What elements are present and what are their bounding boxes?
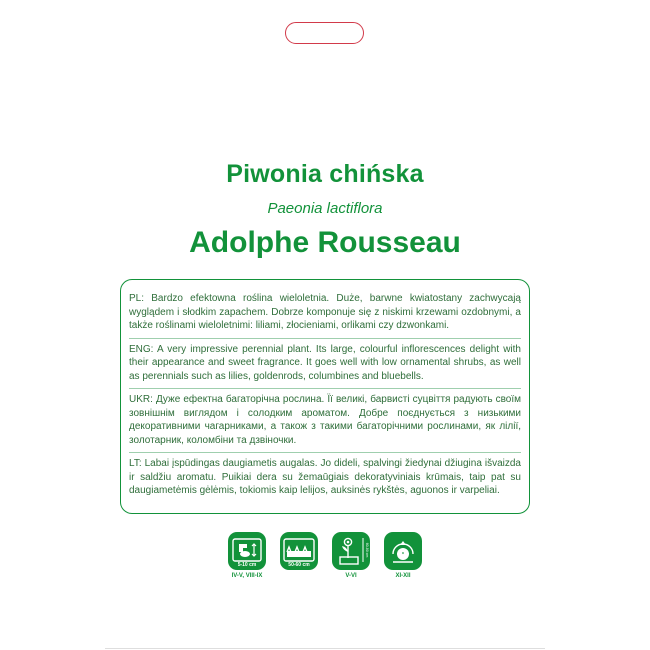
description-uk: UKR: Дуже ефектна багаторічна рослина. Її великі, барвисті суцвіття радують своїм зовнішнім виглядом і солодким ароматом. Добре поєднується з низькими декоративними чагарниками, а також з такими багаторічними рослинами, як лілії, золотарник, коломбіни та дзвіночки. [129, 394, 521, 446]
common-name: Piwonia chińska [226, 160, 424, 188]
svg-text:*: * [402, 552, 404, 558]
description-divider [129, 338, 521, 339]
icon-item [383, 532, 423, 579]
cultivation-icons [0, 532, 650, 579]
description-box [120, 279, 530, 514]
planting-depth-icon [228, 532, 266, 570]
icon-caption: IV-V, VIII-IX [231, 573, 263, 579]
cultivar-name: Adolphe Rousseau [189, 226, 461, 259]
description-divider [129, 388, 521, 389]
bottom-edge-line [105, 648, 545, 649]
latin-name: Paeonia lactiflora [267, 200, 383, 217]
tile-text: 50-60 cm [288, 562, 310, 568]
icon-item [279, 532, 319, 579]
flowering-time-icon [332, 532, 370, 570]
tile-text: 60-80 cm [365, 542, 369, 558]
description-divider [129, 452, 521, 453]
icon-item [227, 532, 267, 579]
description-pl: PL: Bardzo efektowna roślina wieloletnia. Duże, barwne kwiatostany zachwycają wyglądem i słodkim zapachem. Dobrze komponuje się z niskimi krzewami ozdobnymi, a także roślinami wieloletnimi: liliami, złocieniami, orlikami czy dzwonkami. [129, 293, 521, 331]
icon-item [331, 532, 371, 579]
icon-caption: XI-XII [395, 573, 411, 579]
tile-text: 5-10 cm [237, 562, 257, 568]
description-lt: LT: Labai įspūdingas daugiametis augalas. Jo dideli, spalvingi žiedynai džiugina išvaizda ir saldžiu aromatu. Puikiai dera su žemaūgiais dekoratyviniais krūmais, taip pat su daugiametėmis gėlėmis, tokiomis kaip lelijos, auksinės rykštės, aguonos ir varpeliai. [129, 458, 521, 496]
plant-spacing-icon [280, 532, 318, 570]
icon-caption: V-VI [345, 573, 357, 579]
frost-hardiness-icon [384, 532, 422, 570]
description-en: ENG: A very impressive perennial plant. Its large, colourful inflorescences delight with their appearance and sweet fragrance. It goes well with low ornamental shrubs, as well as perennials such as lilies, goldenrods, columbines and bluebells. [129, 343, 521, 382]
hang-hole [285, 22, 364, 44]
